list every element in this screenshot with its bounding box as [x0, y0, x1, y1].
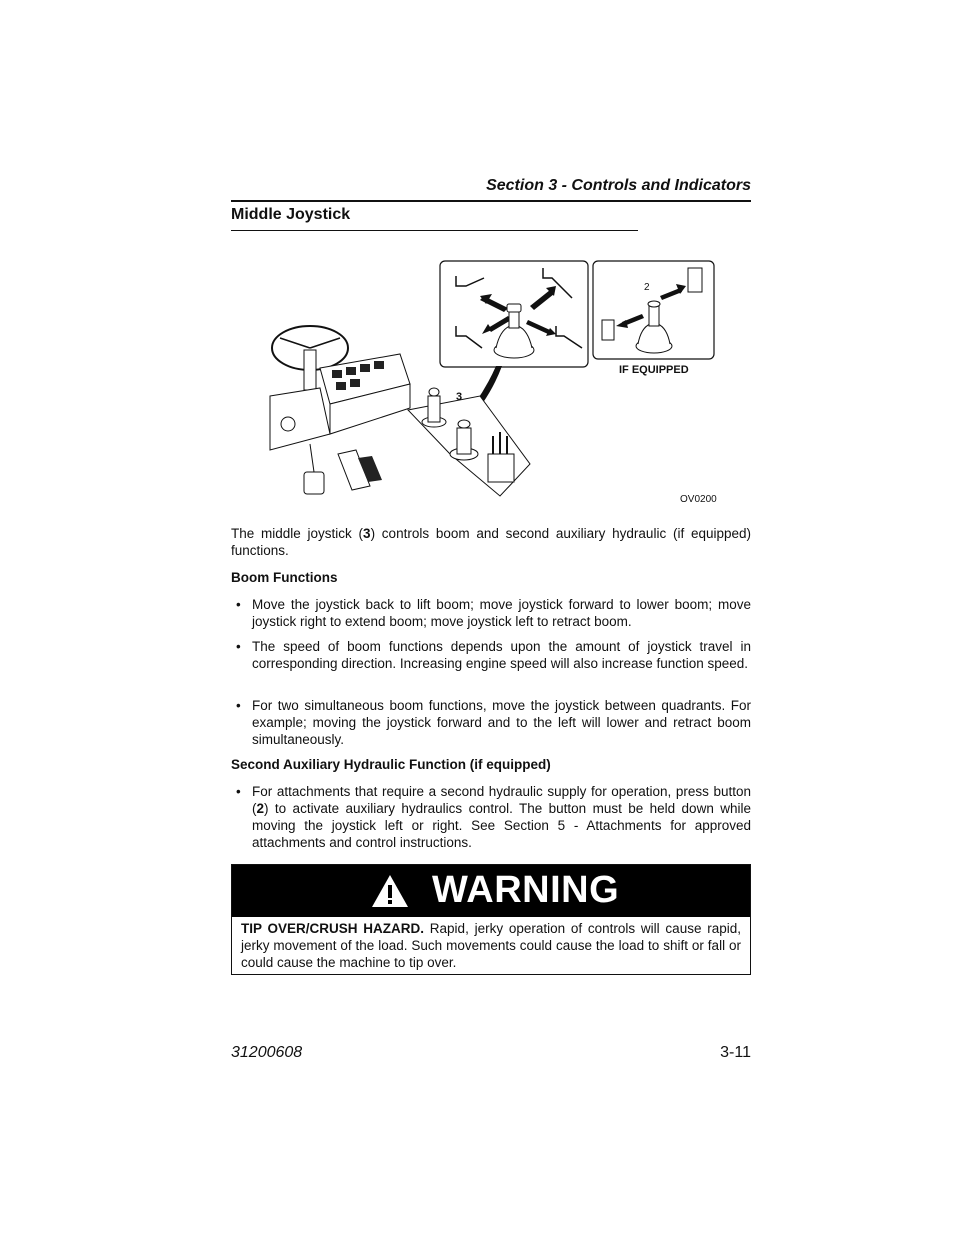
callout-3: 3	[456, 391, 463, 403]
inset-caption: IF EQUIPPED	[619, 364, 689, 376]
list-item: • Move the joystick back to lift boom; move joystick forward to lower boom; move joystick right to extend boom; move joystick left to retract boom.	[236, 597, 751, 629]
joystick-figure	[260, 258, 720, 508]
figure-id: OV0200	[680, 494, 717, 505]
doc-number: 31200608	[231, 1044, 303, 1061]
intro-paragraph: The middle joystick (3) controls boom and second auxiliary hydraulic (if equipped) functions.	[231, 526, 751, 558]
warning-triangle-icon	[370, 873, 410, 909]
list-item: • The speed of boom functions depends upon the amount of joystick travel in corresponding direction. Increasing engine speed will also increase function speed.	[236, 639, 751, 671]
list-item: • For two simultaneous boom functions, move the joystick between quadrants. For example; moving the joystick forward and to the left will lower and retract boom simultaneously.	[236, 698, 751, 747]
title-rule	[231, 230, 638, 231]
list-item: • For attachments that require a second hydraulic supply for operation, press button (2) to activate auxiliary hydraulics control. The button must be held down while moving the joystick left or right. See Section 5 - Attachments for approved attachments and control instructions.	[236, 784, 751, 850]
callout-2: 2	[644, 282, 650, 293]
aux-heading: Second Auxiliary Hydraulic Function (if equipped)	[231, 757, 551, 772]
page-number: 3-11	[720, 1044, 751, 1061]
warning-box	[231, 864, 751, 975]
section-header: Section 3 - Controls and Indicators	[486, 177, 751, 194]
warning-word: WARNING	[432, 869, 620, 911]
page-title: Middle Joystick	[231, 206, 351, 223]
boom-heading: Boom Functions	[231, 570, 338, 585]
warning-text: TIP OVER/CRUSH HAZARD. Rapid, jerky operation of controls will cause rapid, jerky movement of the load. Such movements could cause the load to shift or fall or could cause the machine to tip over.	[241, 921, 741, 970]
header-rule	[231, 200, 751, 202]
warning-banner	[232, 865, 750, 917]
